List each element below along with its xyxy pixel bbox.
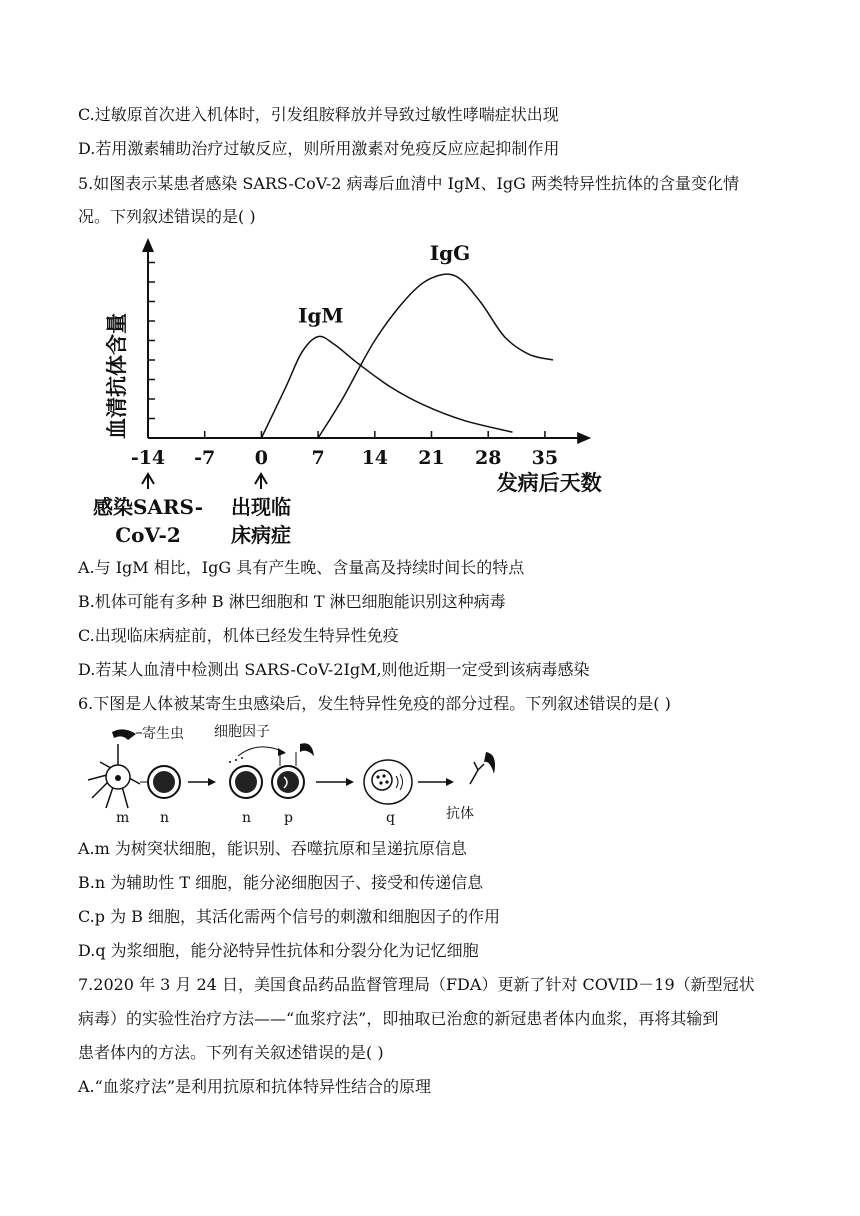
question-5-stem-2: 况。下列叙述错误的是( ) <box>78 207 256 226</box>
x-tick-label: 28 <box>474 447 502 469</box>
option-d-prev: D.若用激素辅助治疗过敏反应，则所用激素对免疫反应应起抑制作用 <box>78 139 560 158</box>
y-axis-arrow <box>142 238 154 252</box>
series-lines <box>261 274 553 438</box>
annotation-infection-line2: CoV-2 <box>115 523 181 547</box>
x-ticks <box>131 431 558 469</box>
x-axis-arrow <box>577 432 591 444</box>
parasite-icon <box>112 729 136 740</box>
annotation-symptoms-line2: 床病症 <box>231 523 291 547</box>
question-6-option-a: A.m 为树突状细胞，能识别、吞噬抗原和呈递抗原信息 <box>78 839 467 858</box>
question-5-stem-1: 5.如图表示某患者感染 SARS-CoV-2 病毒后血清中 IgM、IgG 两类特异性抗体的含量变化情 <box>78 174 739 193</box>
y-axis-label: 血清抗体含量 <box>104 313 129 439</box>
dendritic-cell-icon <box>88 744 140 808</box>
x-tick-label: -14 <box>130 447 166 469</box>
question-6-option-b: B.n 为辅助性 T 细胞，能分泌细胞因子、接受和传递信息 <box>78 873 484 892</box>
annotations <box>93 474 291 547</box>
cell-label-m: m <box>116 810 130 826</box>
parasite-label: 寄生虫 <box>142 726 184 742</box>
question-7-stem-2: 病毒）的实验性治疗方法——“血浆疗法”，即抽取已治愈的新冠患者体内血浆，再将其输到 <box>78 1009 719 1028</box>
y-ticks <box>148 263 155 419</box>
series-label-igm: IgM <box>298 303 344 328</box>
x-tick-label: 14 <box>361 447 389 469</box>
cell-label-q: q <box>386 810 395 826</box>
question-5-option-c: C.出现临床病症前，机体已经发生特异性免疫 <box>78 626 399 645</box>
question-5-option-d: D.若某人血清中检测出 SARS-CoV-2IgM,则他近期一定受到该病毒感染 <box>78 660 590 679</box>
question-6-option-c: C.p 为 B 细胞，其活化需两个信号的刺激和细胞因子的作用 <box>78 907 501 926</box>
series-label-igg: IgG <box>429 241 471 266</box>
question-6-option-d: D.q 为浆细胞，能分泌特异性抗体和分裂分化为记忆细胞 <box>78 941 479 960</box>
x-tick-label: -7 <box>194 447 216 469</box>
x-tick-label: 0 <box>254 447 269 469</box>
x-axis-label: 发病后天数 <box>496 470 602 495</box>
cytokine-arrow <box>238 747 284 756</box>
antibody-icon <box>470 752 495 784</box>
question-5-option-a: A.与 IgM 相比，IgG 具有产生晚、含量高及持续时间长的特点 <box>78 558 525 577</box>
antibody-chart <box>90 236 602 556</box>
x-tick-label: 7 <box>311 447 325 469</box>
cell-label-p: p <box>284 810 293 826</box>
series-line-igm <box>261 336 512 438</box>
series-line-igg <box>318 274 553 438</box>
cell-label-n2: n <box>242 810 252 826</box>
question-7-stem-1: 7.2020 年 3 月 24 日，美国食品药品监督管理局（FDA）更新了针对 COVID－19（新型冠状 <box>78 975 755 994</box>
cytokine-label: 细胞因子 <box>214 724 270 740</box>
x-tick-label: 35 <box>531 447 559 469</box>
antigen-icon <box>300 743 314 756</box>
question-7-option-a: A.“血浆疗法”是利用抗原和抗体特异性结合的原理 <box>78 1077 432 1096</box>
question-5-option-b: B.机体可能有多种 B 淋巴细胞和 T 淋巴细胞能识别这种病毒 <box>78 592 506 611</box>
question-7-stem-3: 患者体内的方法。下列有关叙述错误的是( ) <box>78 1043 384 1062</box>
immune-process-diagram <box>78 722 508 828</box>
annotation-infection-line1: 感染SARS- <box>92 495 204 519</box>
option-c-prev: C.过敏原首次进入机体时，引发组胺释放并导致过敏性哮喘症状出现 <box>78 105 559 124</box>
antibody-label: 抗体 <box>446 806 474 822</box>
chart-axes <box>142 238 591 444</box>
x-tick-label: 21 <box>418 447 445 469</box>
question-6-stem: 6.下图是人体被某寄生虫感染后，发生特异性免疫的部分过程。下列叙述错误的是( ) <box>78 694 671 713</box>
cell-label-n: n <box>160 810 170 826</box>
annotation-symptoms-line1: 出现临 <box>231 495 291 519</box>
